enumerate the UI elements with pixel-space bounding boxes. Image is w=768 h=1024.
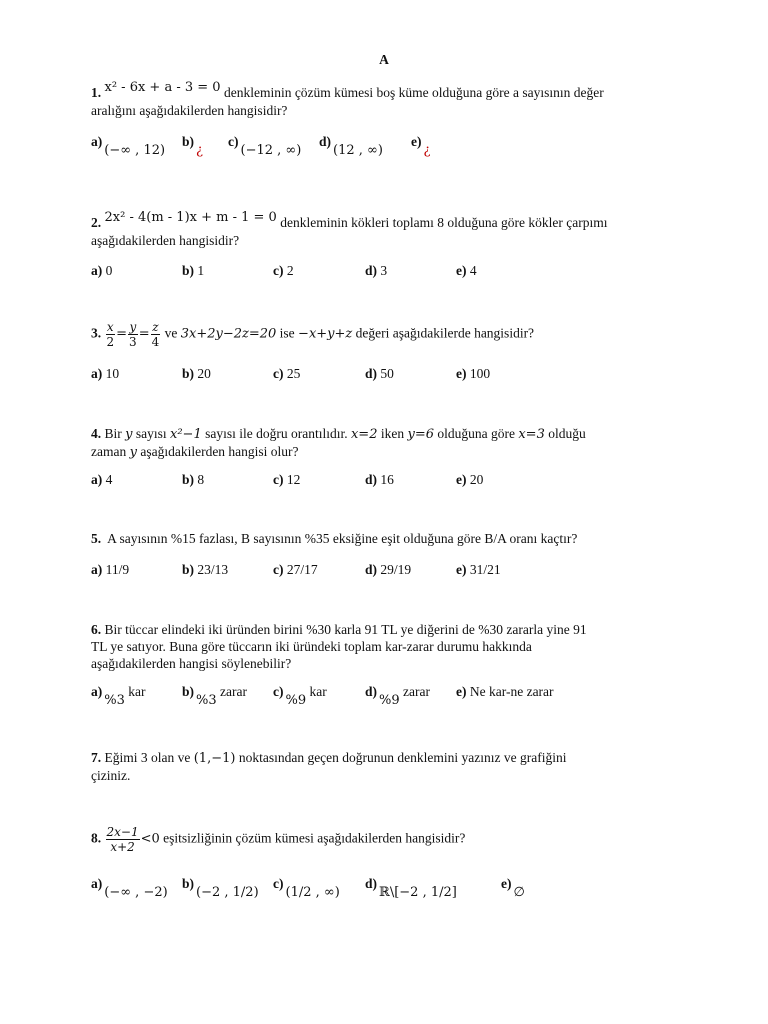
equation: 3x+2y−2z=20 [180, 326, 277, 342]
question-number: 8. [91, 830, 102, 846]
question-text: denkleminin çözüm kümesi boş küme olduğuna göre a sayısının değer [223, 85, 604, 100]
question-number: 3. [91, 325, 102, 341]
connector-text: ve [164, 325, 178, 341]
fraction-x-over-2: $\frac{x}{2}$ [106, 320, 115, 349]
option-a[interactable]: a) 4 [91, 472, 113, 487]
option-b[interactable] [182, 134, 203, 158]
option-label: a) [91, 134, 103, 149]
question-5 [91, 530, 691, 547]
option-b[interactable]: b)%3 zarar [182, 684, 247, 708]
option-c[interactable] [228, 134, 302, 158]
question-text: A sayısının %15 fazlası, B sayısının %35 eksiğine eşit olduğuna göre B/A oranı kaçtır? [107, 531, 578, 546]
options-q3 [91, 366, 681, 396]
fraction-z-over-4: $\frac{z}{4}$ [151, 320, 160, 349]
option-value: (−∞ , 12) [104, 143, 166, 158]
option-b[interactable]: b) 23/13 [182, 562, 229, 577]
option-a[interactable]: a)(−∞ , −2) [91, 876, 168, 900]
option-b[interactable]: b) 1 [182, 263, 205, 278]
question-number: 1. [91, 85, 102, 100]
option-c[interactable]: c)%9 kar [273, 684, 327, 708]
option-b[interactable]: b) 20 [182, 366, 211, 381]
option-d[interactable]: d) 29/19 [365, 562, 412, 577]
question-3: 3. $\frac{x}{2}$ = $\frac{y}{3}$ = $\frac{z}{4}$ ve 3x+2y−2z=20 ise −x+y+z değeri aşağıdakilerde hangisidir? [91, 320, 535, 349]
option-b[interactable]: b)(−2 , 1/2) [182, 876, 259, 900]
options-q1 [91, 134, 681, 164]
question-number: 7. [91, 750, 102, 765]
option-c[interactable]: c) 2 [273, 263, 294, 278]
equation: x² - 6x + a - 3 = 0 [104, 80, 221, 95]
option-a[interactable] [91, 134, 166, 158]
option-a[interactable]: a) 0 [91, 263, 113, 278]
option-a[interactable]: a) 11/9 [91, 562, 130, 577]
option-label: d) [319, 134, 332, 149]
question-2 [91, 210, 671, 249]
option-c[interactable]: c)(1/2 , ∞) [273, 876, 340, 900]
option-label: c) [228, 134, 239, 149]
equation: 2x² - 4(m - 1)x + m - 1 = 0 [104, 210, 277, 225]
option-value: ¿ [196, 143, 203, 158]
question-6: 6. Bir tüccar elindeki iki üründen birini %30 karla 91 TL ye diğerini de %30 zararla yine 91 TL ye satıyor. Buna göre tüccarın iki üründeki toplam kar-zarar durumu hakkında aşağıdakilerden hangisi söylenebilir? [91, 622, 587, 671]
question-7: 7. Eğimi 3 olan ve (1,−1) noktasından geçen doğrunun denklemini yazınız ve grafiğini çiziniz. [91, 750, 567, 783]
question-number: 5. [91, 531, 102, 546]
question-4: 4. Bir y sayısı x²−1 sayısı ile doğru orantılıdır. x=2 iken y=6 olduğuna göre x=3 olduğu zaman y aşağıdakilerden hangisi olur? [91, 426, 586, 460]
question-number: 6. [91, 622, 102, 637]
fraction-inequality: $\frac{2x-1}{x+2}$ [106, 825, 139, 854]
fraction-y-over-3: $\frac{y}{3}$ [129, 320, 137, 349]
option-e[interactable]: e) 20 [456, 472, 484, 487]
option-label: e) [411, 134, 422, 149]
option-a[interactable]: a) 10 [91, 366, 120, 381]
option-e[interactable]: e) 4 [456, 263, 477, 278]
option-d[interactable]: d)%9 zarar [365, 684, 430, 708]
page-title: A [379, 52, 389, 67]
option-c[interactable]: c) 25 [273, 366, 301, 381]
option-e[interactable] [411, 134, 431, 158]
options-q8 [91, 876, 681, 906]
question-text: aşağıdakilerden hangisidir? [91, 233, 240, 248]
option-d[interactable]: d) 16 [365, 472, 394, 487]
options-q6 [91, 684, 681, 714]
option-label: b) [182, 134, 195, 149]
options-q5 [91, 562, 681, 592]
option-e[interactable]: e) Ne kar-ne zarar [456, 684, 554, 699]
option-c[interactable]: c) 12 [273, 472, 301, 487]
option-d[interactable] [319, 134, 383, 158]
option-e[interactable]: e)∅ [501, 876, 525, 900]
expression: −x+y+z [298, 326, 353, 342]
question-number: 4. [91, 426, 102, 441]
option-d[interactable]: d)ℝ\[−2 , 1/2] [365, 876, 457, 900]
option-value: (−12 , ∞) [240, 143, 302, 158]
option-b[interactable]: b) 8 [182, 472, 205, 487]
option-c[interactable]: c) 27/17 [273, 562, 318, 577]
option-d[interactable]: d) 50 [365, 366, 394, 381]
options-q2 [91, 263, 681, 293]
option-a[interactable]: a)%3 kar [91, 684, 146, 708]
question-text: aralığını aşağıdakilerden hangisidir? [91, 103, 288, 118]
option-d[interactable]: d) 3 [365, 263, 388, 278]
connector-text: ise [279, 325, 295, 341]
question-text: eşitsizliğinin çözüm kümesi aşağıdakilerden hangisidir? [163, 830, 466, 846]
question-text: denkleminin kökleri toplamı 8 olduğuna göre kökler çarpımı [280, 215, 608, 230]
question-8: 8. $\frac{2x-1}{x+2}$ <0 eşitsizliğinin çözüm kümesi aşağıdakilerden hangisidir? [91, 825, 466, 854]
question-text: değeri aşağıdakilerde hangisidir? [355, 325, 535, 341]
option-e[interactable]: e) 31/21 [456, 562, 501, 577]
options-q4 [91, 472, 681, 502]
question-1 [91, 80, 671, 119]
option-value: ¿ [423, 143, 431, 158]
option-value: (12 , ∞) [333, 143, 383, 158]
option-e[interactable]: e) 100 [456, 366, 491, 381]
question-number: 2. [91, 215, 102, 230]
